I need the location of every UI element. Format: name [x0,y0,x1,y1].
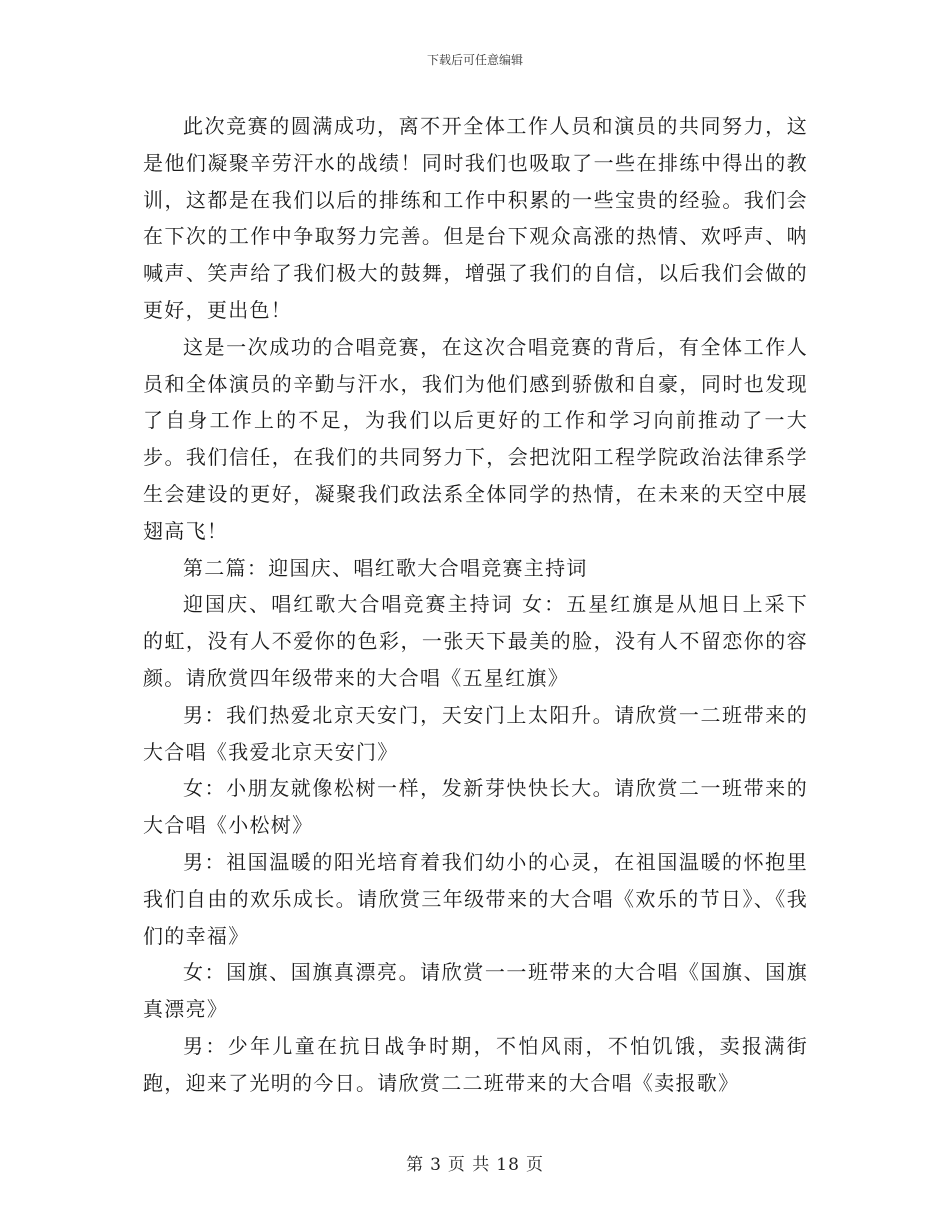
page-header-note: 下载后可任意编辑 [426,53,523,67]
paragraph-2: 这是一次成功的合唱竞赛，在这次合唱竞赛的背后，有全体工作人员和全体演员的辛勤与汗水，我们为他们感到骄傲和自豪，同时也发现了自身工作上的不足，为我们以后更好的工作和学习向前推动了一大步。我们信任，在我们的共同努力下，会把沈阳工程学院政治法律系学生会建设的更好，凝聚我们政法系全体同学的热情，在未来的天空中展翅高飞！ [143,334,808,543]
footer-prefix: 第 [406,1155,425,1175]
page-footer [0,1154,950,1176]
paragraph-3: 迎国庆、唱红歌大合唱竞赛主持词 女：五星红旗是从旭日上采下的虹，没有人不爱你的色彩，一张天下最美的脸，没有人不留恋你的容颜。请欣赏四年级带来的大合唱《五星红旗》 [143,592,808,690]
footer-suffix: 页 [525,1155,544,1175]
paragraph-4: 男：我们热爱北京天安门，天安门上太阳升。请欣赏一二班带来的大合唱《我爱北京天安门》 [143,702,808,764]
section-heading: 第二篇：迎国庆、唱红歌大合唱竞赛主持词 [183,555,588,580]
paragraph-1: 此次竞赛的圆满成功，离不开全体工作人员和演员的共同努力，这是他们凝聚辛劳汗水的战绩！同时我们也吸取了一些在排练中得出的教训，这都是在我们以后的排练和工作中积累的一些宝贵的经验。我们会在下次的工作中争取努力完善。但是台下观众高涨的热情、欢呼声、呐喊声、笑声给了我们极大的鼓舞，增强了我们的自信，以后我们会做的更好，更出色！ [143,114,808,322]
footer-middle: 页 共 [447,1155,491,1175]
paragraph-8: 男：少年儿童在抗日战争时期，不怕风雨，不怕饥饿，卖报满街跑，迎来了光明的今日。请欣赏二二班带来的大合唱《卖报歌》 [143,1033,808,1095]
current-page-number: 3 [430,1155,442,1175]
paragraph-7: 女：国旗、国旗真漂亮。请欣赏一一班带来的大合唱《国旗、国旗真漂亮》 [143,960,808,1022]
document-body [143,108,808,1102]
paragraph-5: 女：小朋友就像松树一样，发新芽快快长大。请欣赏二一班带来的大合唱《小松树》 [143,776,808,838]
total-page-count: 18 [496,1155,520,1175]
paragraph-6: 男：祖国温暖的阳光培育着我们幼小的心灵，在祖国温暖的怀抱里我们自由的欢乐成长。请欣赏三年级带来的大合唱《欢乐的节日》、《我们的幸福》 [143,849,808,948]
